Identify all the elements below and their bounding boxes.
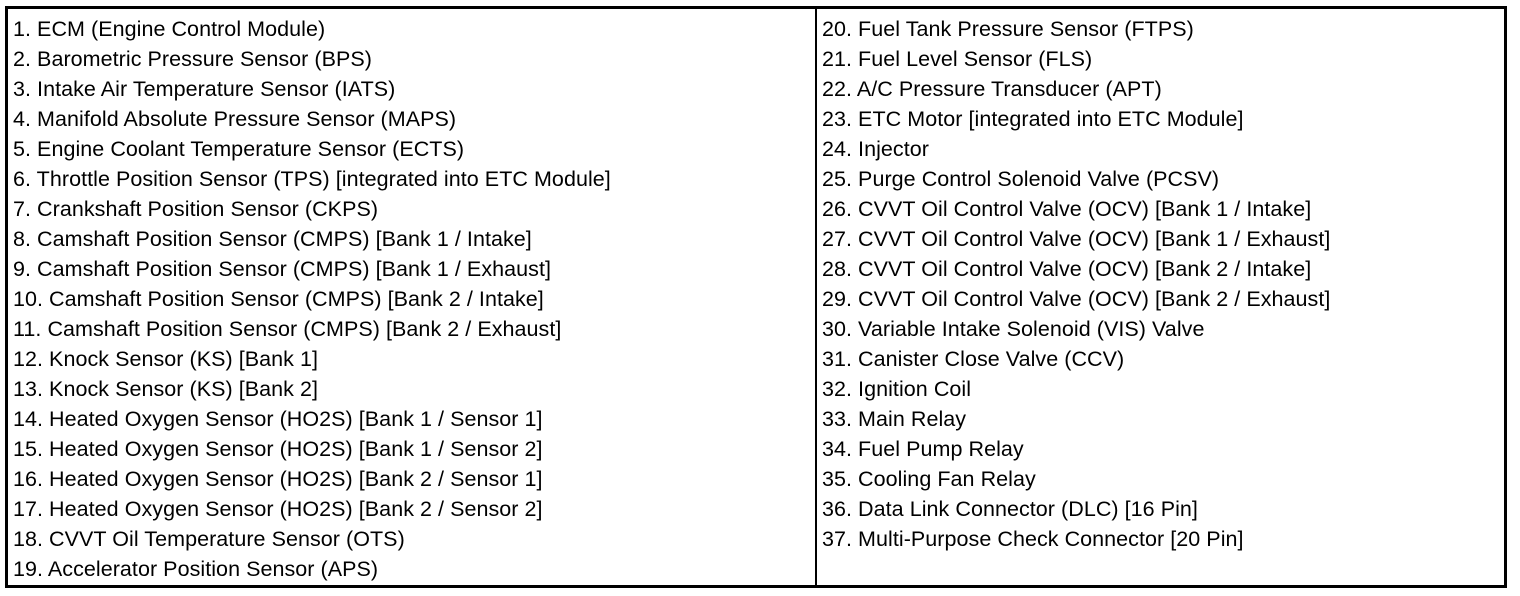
component-list-table [5, 6, 1507, 588]
component-list-item: 11. Camshaft Position Sensor (CMPS) [Bank 2 / Exhaust] [13, 317, 562, 341]
component-list-item: 28. CVVT Oil Control Valve (OCV) [Bank 2 / Intake] [822, 257, 1312, 281]
component-list-item: 24. Injector [822, 137, 929, 161]
component-list-item: 3. Intake Air Temperature Sensor (IATS) [13, 77, 396, 101]
component-list-item: 30. Variable Intake Solenoid (VIS) Valve [822, 317, 1205, 341]
component-list-item: 18. CVVT Oil Temperature Sensor (OTS) [13, 527, 405, 551]
component-list-right-column [817, 9, 1504, 585]
component-list-item: 6. Throttle Position Sensor (TPS) [integrated into ETC Module] [13, 167, 611, 191]
component-list-item: 21. Fuel Level Sensor (FLS) [822, 47, 1093, 71]
component-list-left-column [8, 9, 817, 585]
component-list-item: 34. Fuel Pump Relay [822, 437, 1024, 461]
component-list-item: 7. Crankshaft Position Sensor (CKPS) [13, 197, 379, 221]
component-list-item: 25. Purge Control Solenoid Valve (PCSV) [822, 167, 1220, 191]
component-list-item: 22. A/C Pressure Transducer (APT) [822, 77, 1162, 101]
component-list-item: 19. Accelerator Position Sensor (APS) [13, 557, 379, 581]
component-list-item: 29. CVVT Oil Control Valve (OCV) [Bank 2 / Exhaust] [822, 287, 1331, 311]
component-list-item: 32. Ignition Coil [822, 377, 972, 401]
component-list-item: 15. Heated Oxygen Sensor (HO2S) [Bank 1 / Sensor 2] [13, 437, 543, 461]
component-list-item: 26. CVVT Oil Control Valve (OCV) [Bank 1 / Intake] [822, 197, 1312, 221]
component-list-item: 4. Manifold Absolute Pressure Sensor (MAPS) [13, 107, 457, 131]
component-list-item: 1. ECM (Engine Control Module) [13, 17, 326, 41]
component-list-item: 8. Camshaft Position Sensor (CMPS) [Bank 1 / Intake] [13, 227, 532, 251]
component-list-item: 37. Multi-Purpose Check Connector [20 Pin] [822, 527, 1244, 551]
component-list-item: 20. Fuel Tank Pressure Sensor (FTPS) [822, 17, 1194, 41]
component-list-item: 35. Cooling Fan Relay [822, 467, 1036, 491]
component-list-item: 27. CVVT Oil Control Valve (OCV) [Bank 1 / Exhaust] [822, 227, 1331, 251]
component-list-item: 5. Engine Coolant Temperature Sensor (ECTS) [13, 137, 465, 161]
component-list-item: 17. Heated Oxygen Sensor (HO2S) [Bank 2 / Sensor 2] [13, 497, 543, 521]
component-list-item: 14. Heated Oxygen Sensor (HO2S) [Bank 1 / Sensor 1] [13, 407, 543, 431]
component-list-item: 23. ETC Motor [integrated into ETC Module] [822, 107, 1244, 131]
component-list-item: 2. Barometric Pressure Sensor (BPS) [13, 47, 373, 71]
component-list-item: 16. Heated Oxygen Sensor (HO2S) [Bank 2 / Sensor 1] [13, 467, 543, 491]
component-list-item: 12. Knock Sensor (KS) [Bank 1] [13, 347, 319, 371]
component-list-item: 31. Canister Close Valve (CCV) [822, 347, 1125, 371]
component-list-item: 33. Main Relay [822, 407, 967, 431]
component-list-item: 9. Camshaft Position Sensor (CMPS) [Bank 1 / Exhaust] [13, 257, 551, 281]
component-list-item: 10. Camshaft Position Sensor (CMPS) [Bank 2 / Intake] [13, 287, 544, 311]
component-list-item: 13. Knock Sensor (KS) [Bank 2] [13, 377, 319, 401]
component-list-item: 36. Data Link Connector (DLC) [16 Pin] [822, 497, 1198, 521]
